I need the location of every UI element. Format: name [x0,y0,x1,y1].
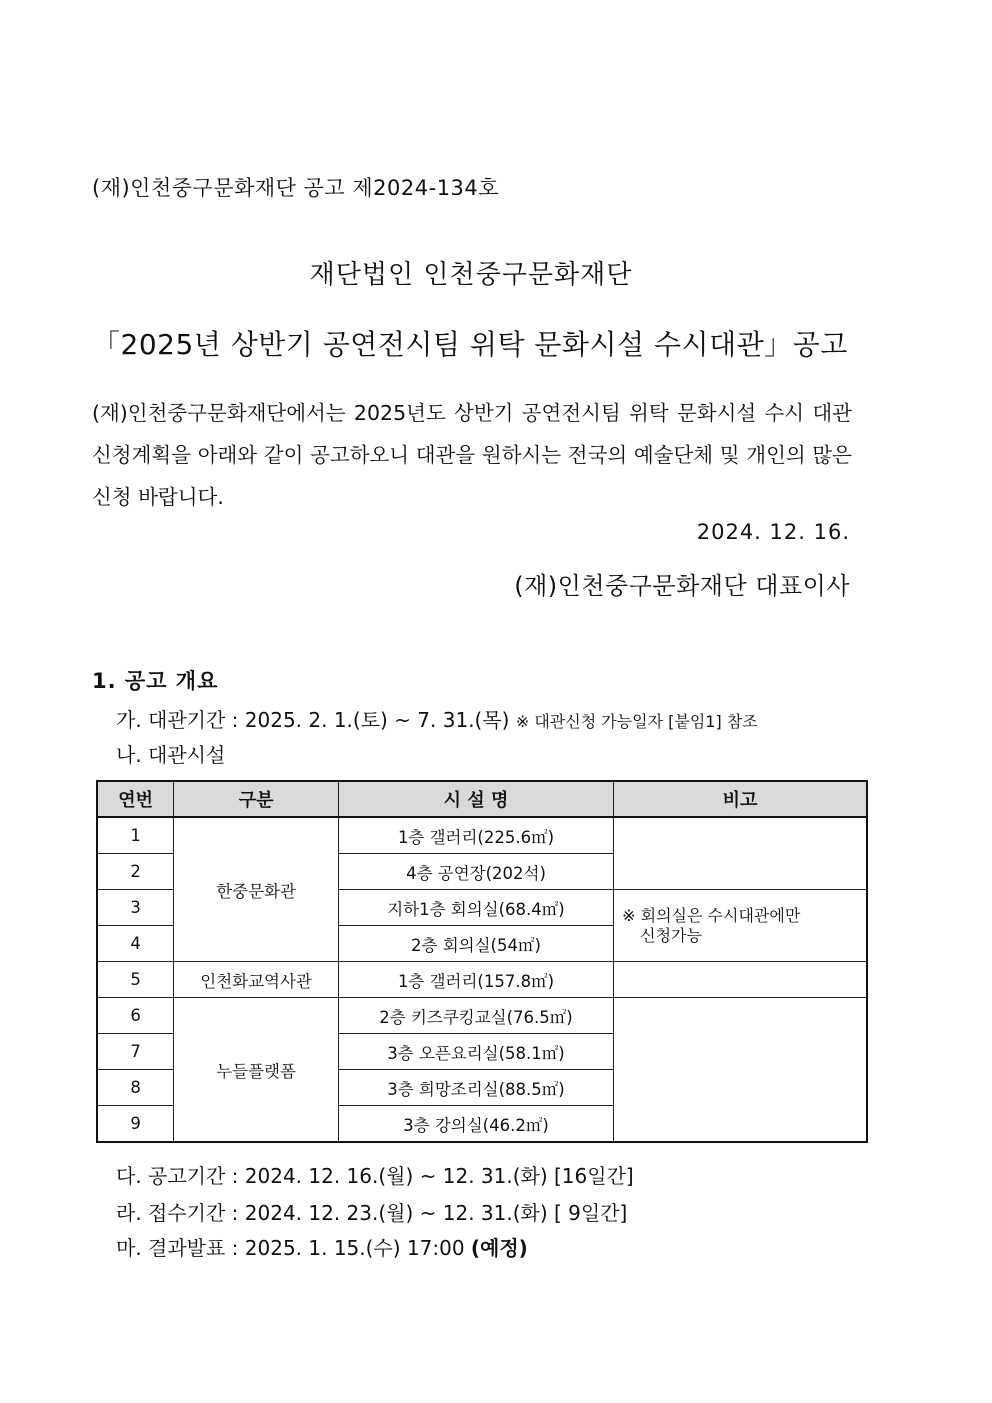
row-no: 6 [97,998,174,1034]
application-period: 라. 접수기간 : 2024. 12. 23.(월) ~ 12. 31.(화) [ 9일간] [116,1201,628,1225]
facility-cell: 1층 갤러리(225.6㎡) [338,817,613,854]
remark-cell [614,890,867,962]
remark-line: ※ 회의실은 수시대관에만 [622,905,801,925]
row-no: 3 [97,890,174,926]
facility-cell: 3층 오픈요리실(58.1㎡) [338,1034,613,1070]
category-cell: 한중문화관 [174,817,339,962]
notice-number: (재)인천중구문화재단 공고 제2024-134호 [92,176,500,200]
intro-paragraph: (재)인천중구문화재단에서는 2025년도 상반기 공연전시팀 위탁 문화시설 수시 대관 신청계획을 아래와 같이 공고하오니 대관을 원하시는 전국의 예술단체 및 개인의 많은 신청 바랍니다. [92,401,852,509]
remark-cell [614,817,867,890]
facility-cell: 3층 강의실(46.2㎡) [338,1106,613,1143]
facility-cell: 2층 회의실(54㎡) [338,926,613,962]
header-no: 연번 [97,781,174,817]
header-category: 구분 [174,781,339,817]
notice-period: 다. 공고기간 : 2024. 12. 16.(월) ~ 12. 31.(화) [16일간] [116,1164,634,1188]
row-no: 2 [97,854,174,890]
facility-cell: 1층 갤러리(157.8㎡) [338,962,613,998]
announcement-title: 「2025년 상반기 공연전시팀 위탁 문화시설 수시대관」공고 [92,328,848,361]
facility-cell: 지하1층 회의실(68.4㎡) [338,890,613,926]
rental-period: 가. 대관기간 : 2025. 2. 1.(토) ~ 7. 31.(목) [116,708,510,732]
header-remark: 비고 [614,781,867,817]
facility-cell: 4층 공연장(202석) [338,854,613,890]
facility-cell: 3층 희망조리실(88.5㎡) [338,1070,613,1106]
row-no: 8 [97,1070,174,1106]
rental-period-line [116,704,758,733]
result-tentative: (예정) [470,1236,528,1260]
table-header-row [97,781,867,817]
rental-period-note: ※ 대관신청 가능일자 [붙임1] 참조 [515,712,758,731]
facilities-label: 나. 대관시설 [116,743,226,767]
table-row [97,962,867,998]
remark-cell [614,962,867,998]
table-row [97,998,867,1034]
remark-cell [614,998,867,1143]
remark-line: 신청가능 [640,925,702,945]
row-no: 5 [97,962,174,998]
organization-title: 재단법인 인천중구문화재단 [309,260,633,290]
signature: (재)인천중구문화재단 대표이사 [514,572,850,600]
table-row [97,817,867,854]
announcement-date: 2024. 12. 16. [696,520,850,544]
row-no: 4 [97,926,174,962]
header-facility: 시 설 명 [338,781,613,817]
category-cell: 인천화교역사관 [174,962,339,998]
result-announcement: 마. 결과발표 : 2025. 1. 15.(수) 17:00 [116,1236,471,1260]
category-cell: 누들플랫폼 [174,998,339,1143]
row-no: 9 [97,1106,174,1143]
section-heading: 1. 공고 개요 [92,669,219,693]
row-no: 1 [97,817,174,854]
result-announcement-line [116,1232,528,1261]
facility-cell: 2층 키즈쿠킹교실(76.5㎡) [338,998,613,1034]
row-no: 7 [97,1034,174,1070]
facilities-table [96,780,868,1143]
